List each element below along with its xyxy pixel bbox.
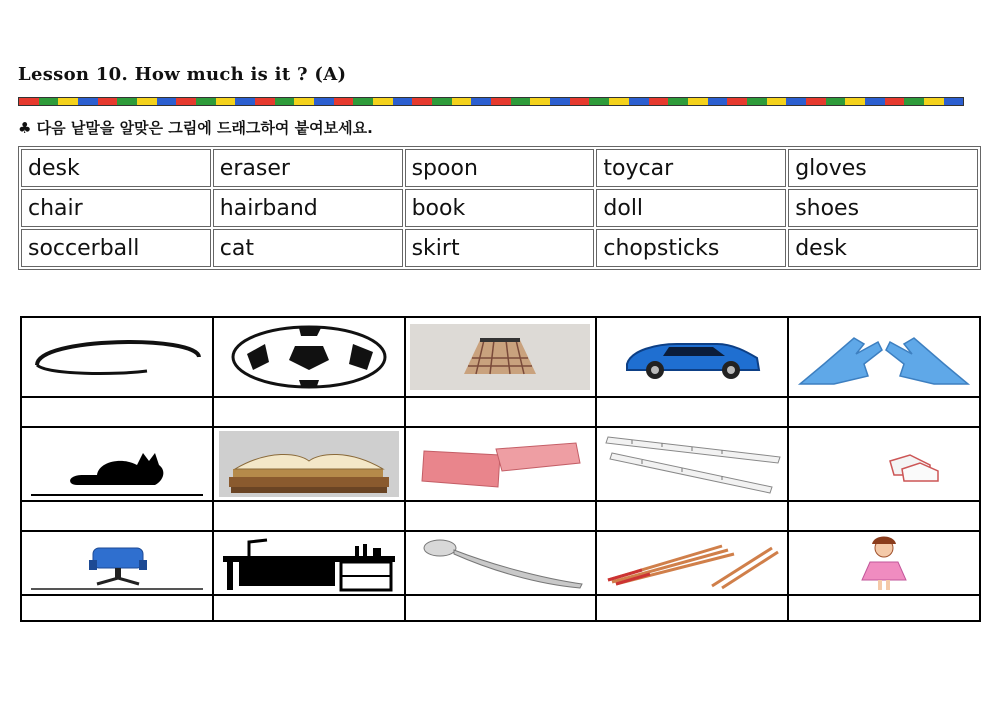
stripe-segment (609, 98, 629, 105)
answer-drop-zone[interactable] (213, 397, 405, 427)
answer-drop-zone[interactable] (596, 595, 788, 621)
stripe-segment (767, 98, 787, 105)
stripe-segment (668, 98, 688, 105)
picture-row (21, 317, 980, 397)
stripe-segment (353, 98, 373, 105)
gloves-icon (794, 324, 974, 390)
picture-cell (405, 531, 597, 595)
chopsticks-icon (602, 431, 782, 497)
word-tile[interactable]: gloves (788, 149, 978, 187)
cat-icon (27, 431, 207, 497)
stripe-segment (19, 98, 39, 105)
soccerball-icon (229, 324, 389, 390)
stripe-segment (216, 98, 236, 105)
stripe-segment (294, 98, 314, 105)
stripe-segment (452, 98, 472, 105)
stripe-segment (688, 98, 708, 105)
picture-cell (21, 317, 213, 397)
word-tile[interactable]: book (405, 189, 595, 227)
stripe-segment (530, 98, 550, 105)
picture-cell (21, 427, 213, 501)
picture-cell (213, 531, 405, 595)
answer-drop-zone[interactable] (213, 595, 405, 621)
word-tile[interactable]: chopsticks (596, 229, 786, 267)
stripe-segment (629, 98, 649, 105)
picture-cell (596, 427, 788, 501)
word-tile[interactable]: hairband (213, 189, 403, 227)
stripe-segment (806, 98, 826, 105)
answer-drop-zone[interactable] (788, 595, 980, 621)
book-icon (219, 431, 399, 497)
word-tile[interactable]: shoes (788, 189, 978, 227)
stripe-segment (924, 98, 944, 105)
stripe-segment (117, 98, 137, 105)
word-row (21, 149, 978, 187)
word-tile[interactable]: doll (596, 189, 786, 227)
stripe-segment (845, 98, 865, 105)
chopsticks-icon (602, 534, 782, 592)
word-tile[interactable]: desk (21, 149, 211, 187)
stripe-segment (78, 98, 98, 105)
picture-cell (596, 531, 788, 595)
stripe-segment (550, 98, 570, 105)
picture-cell (21, 531, 213, 595)
stripe-segment (373, 98, 393, 105)
stripe-segment (39, 98, 59, 105)
color-stripe-divider (18, 97, 964, 106)
word-tile[interactable]: soccerball (21, 229, 211, 267)
stripe-segment (511, 98, 531, 105)
answer-drop-zone[interactable] (405, 397, 597, 427)
word-row (21, 189, 978, 227)
answer-drop-zone[interactable] (21, 501, 213, 531)
shoes-icon (794, 431, 974, 497)
stripe-segment (885, 98, 905, 105)
stripe-segment (432, 98, 452, 105)
stripe-segment (412, 98, 432, 105)
doll-icon (794, 534, 974, 592)
stripe-segment (944, 98, 964, 105)
toycar-icon (607, 324, 777, 390)
answer-row (21, 595, 980, 621)
answer-drop-zone[interactable] (596, 501, 788, 531)
word-tile[interactable]: spoon (405, 149, 595, 187)
answer-drop-zone[interactable] (788, 397, 980, 427)
answer-drop-zone[interactable] (405, 501, 597, 531)
instruction-text: ♣ 다음 낱말을 알맞은 그림에 드래그하여 붙여보세요. (18, 119, 373, 137)
lesson-title: Lesson 10. How much is it ? (A) (18, 64, 347, 85)
stripe-segment (708, 98, 728, 105)
picture-row (21, 531, 980, 595)
picture-grid (20, 316, 981, 622)
word-bank-table (18, 146, 981, 270)
stripe-segment (747, 98, 767, 105)
hairband-icon (27, 327, 207, 387)
stripe-segment (157, 98, 177, 105)
stripe-segment (904, 98, 924, 105)
word-tile[interactable]: eraser (213, 149, 403, 187)
picture-cell (788, 317, 980, 397)
stripe-segment (826, 98, 846, 105)
stripe-segment (334, 98, 354, 105)
stripe-segment (137, 98, 157, 105)
desk-icon (219, 534, 399, 592)
stripe-segment (98, 98, 118, 105)
picture-cell (596, 317, 788, 397)
picture-cell (213, 317, 405, 397)
stripe-segment (570, 98, 590, 105)
word-tile[interactable]: skirt (405, 229, 595, 267)
eraser-icon (410, 431, 590, 497)
word-row (21, 229, 978, 267)
picture-cell (405, 317, 597, 397)
stripe-segment (589, 98, 609, 105)
word-tile[interactable]: chair (21, 189, 211, 227)
stripe-segment (393, 98, 413, 105)
spoon-icon (410, 534, 590, 592)
answer-drop-zone[interactable] (213, 501, 405, 531)
answer-drop-zone[interactable] (788, 501, 980, 531)
picture-cell (213, 427, 405, 501)
stripe-segment (649, 98, 669, 105)
stripe-segment (865, 98, 885, 105)
picture-cell (788, 531, 980, 595)
picture-cell (405, 427, 597, 501)
answer-drop-zone[interactable] (405, 595, 597, 621)
answer-drop-zone[interactable] (21, 397, 213, 427)
answer-row (21, 501, 980, 531)
stripe-segment (235, 98, 255, 105)
answer-drop-zone[interactable] (596, 397, 788, 427)
stripe-segment (786, 98, 806, 105)
answer-drop-zone[interactable] (21, 595, 213, 621)
stripe-segment (491, 98, 511, 105)
answer-row (21, 397, 980, 427)
stripe-segment (196, 98, 216, 105)
word-tile[interactable]: toycar (596, 149, 786, 187)
stripe-segment (314, 98, 334, 105)
word-tile[interactable]: desk (788, 229, 978, 267)
chair-icon (27, 534, 207, 592)
picture-row (21, 427, 980, 501)
stripe-segment (176, 98, 196, 105)
stripe-segment (727, 98, 747, 105)
skirt-icon (410, 324, 590, 390)
word-tile[interactable]: cat (213, 229, 403, 267)
stripe-segment (275, 98, 295, 105)
picture-cell (788, 427, 980, 501)
stripe-segment (471, 98, 491, 105)
stripe-segment (255, 98, 275, 105)
stripe-segment (58, 98, 78, 105)
